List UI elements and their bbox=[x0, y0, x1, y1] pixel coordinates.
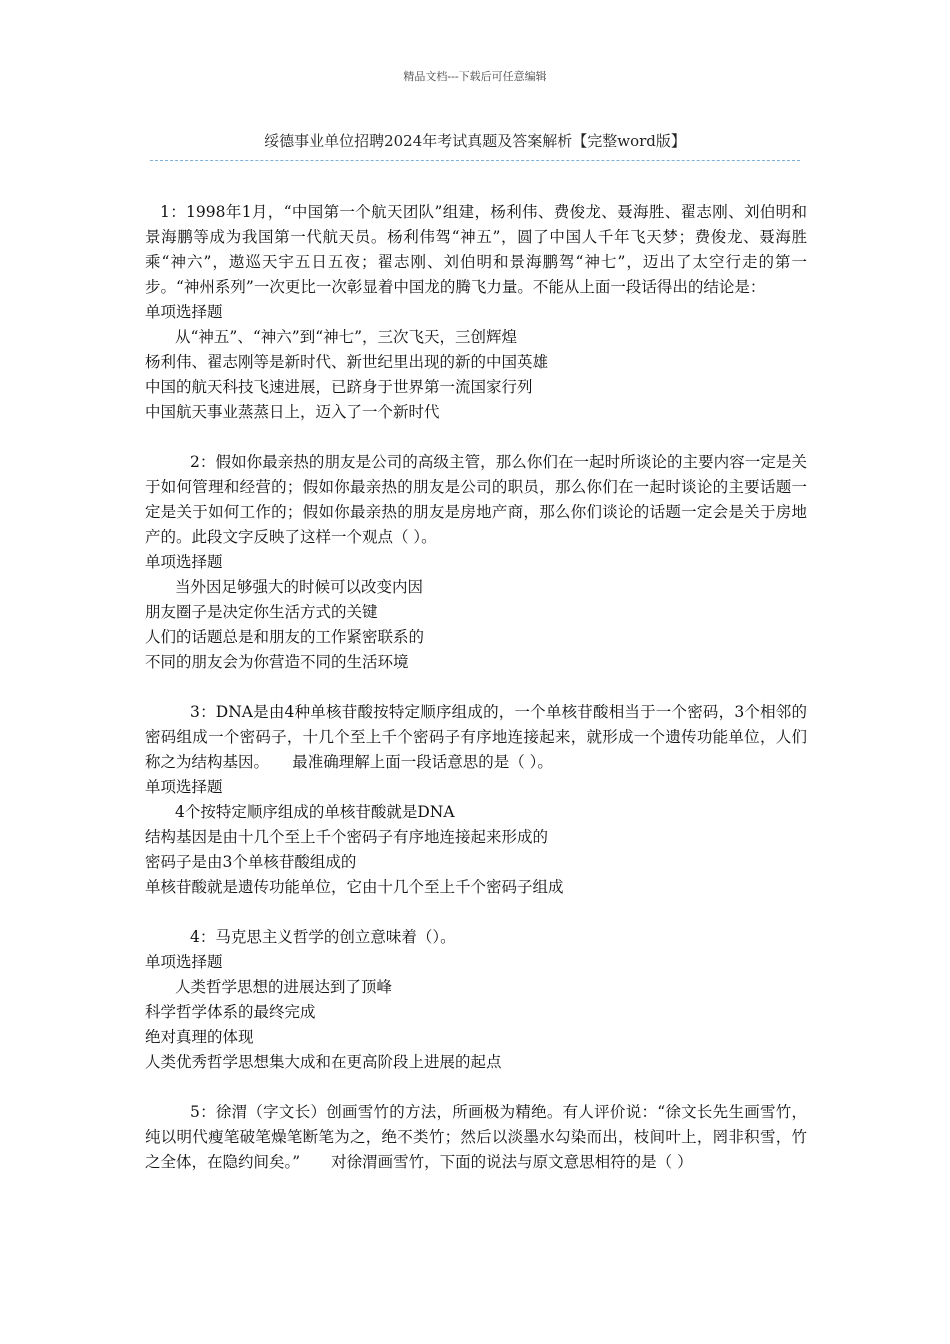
question-stem: 3：DNA是由4种单核苷酸按特定顺序组成的，一个单核苷酸相当于一个密码，3个相邻的密码组成一个密码子，十几个至上千个密码子有序地连接起来，就形成一个遗传功能单位，人们称之为结构基因。 最准确理解上面一段话意思的是（ ）。 bbox=[145, 703, 807, 771]
option: 不同的朋友会为你营造不同的生活环境 bbox=[145, 653, 409, 671]
option: 当外因足够强大的时候可以改变内因 bbox=[175, 578, 424, 596]
option: 单核苷酸就是遗传功能单位，它由十几个至上千个密码子组成 bbox=[145, 878, 564, 896]
question-type: 单项选择题 bbox=[145, 553, 223, 571]
question-stem: 5：徐渭（字文长）创画雪竹的方法，所画极为精绝。有人评价说：“徐文长先生画雪竹，纯以明代瘦笔破笔燥笔断笔为之，绝不类竹；然后以淡墨水勾染而出，枝间叶上，罔非积雪，竹之全体，在隐约间矣。” 对徐渭画雪竹，下面的说法与原文意思相符的是（ ） bbox=[145, 1103, 807, 1171]
option: 中国航天事业蒸蒸日上，迈入了一个新时代 bbox=[145, 403, 440, 421]
option: 人类哲学思想的进展达到了顶峰 bbox=[175, 978, 393, 996]
question-5 bbox=[145, 1100, 807, 1175]
option: 绝对真理的体现 bbox=[145, 1028, 254, 1046]
option: 结构基因是由十几个至上千个密码子有序地连接起来形成的 bbox=[145, 828, 549, 846]
page-header: 精品文档---下载后可任意编辑 bbox=[403, 70, 547, 83]
question-list bbox=[145, 200, 807, 1200]
option: 中国的航天科技飞速进展，已跻身于世界第一流国家行列 bbox=[145, 378, 533, 396]
option: 科学哲学体系的最终完成 bbox=[145, 1003, 316, 1021]
question-4 bbox=[145, 925, 807, 1075]
option: 人类优秀哲学思想集大成和在更高阶段上进展的起点 bbox=[145, 1053, 502, 1071]
option: 从“神五”、“神六”到“神七”，三次飞天，三创辉煌 bbox=[175, 328, 518, 346]
question-type: 单项选择题 bbox=[145, 778, 223, 796]
question-2 bbox=[145, 450, 807, 675]
question-3 bbox=[145, 700, 807, 900]
option: 杨利伟、翟志刚等是新时代、新世纪里出现的新的中国英雄 bbox=[145, 353, 549, 371]
option: 密码子是由3个单核苷酸组成的 bbox=[145, 853, 357, 871]
option: 4个按特定顺序组成的单核苷酸就是DNA bbox=[175, 803, 455, 821]
document-title: 绥德事业单位招聘2024年考试真题及答案解析【完整word版】 bbox=[264, 132, 686, 150]
option: 人们的话题总是和朋友的工作紧密联系的 bbox=[145, 628, 425, 646]
question-stem: 1：1998年1月，“中国第一个航天团队”组建，杨利伟、费俊龙、聂海胜、翟志刚、刘伯明和景海鹏等成为我国第一代航天员。杨利伟驾“神五”，圆了中国人千年飞天梦；费俊龙、聂海胜乘“神六”，遨巡天宇五日五夜；翟志刚、刘伯明和景海鹏驾“神七”，迈出了太空行走的第一步。“神州系列”一次更比一次彰显着中国龙的腾飞力量。不能从上面一段话得出的结论是： bbox=[145, 203, 807, 296]
question-type: 单项选择题 bbox=[145, 953, 223, 971]
question-1 bbox=[145, 200, 807, 425]
question-stem: 2：假如你最亲热的朋友是公司的高级主管，那么你们在一起时所谈论的主要内容一定是关于如何管理和经营的；假如你最亲热的朋友是公司的职员，那么你们在一起时谈论的主要话题一定是关于如何工作的；假如你最亲热的朋友是房地产商，那么你们谈论的话题一定会是关于房地产的。此段文字反映了这样一个观点（ ）。 bbox=[145, 453, 807, 546]
option: 朋友圈子是决定你生活方式的关键 bbox=[145, 603, 378, 621]
title-divider bbox=[150, 160, 800, 161]
question-type: 单项选择题 bbox=[145, 303, 223, 321]
question-stem: 4：马克思主义哲学的创立意味着（）。 bbox=[190, 928, 456, 946]
